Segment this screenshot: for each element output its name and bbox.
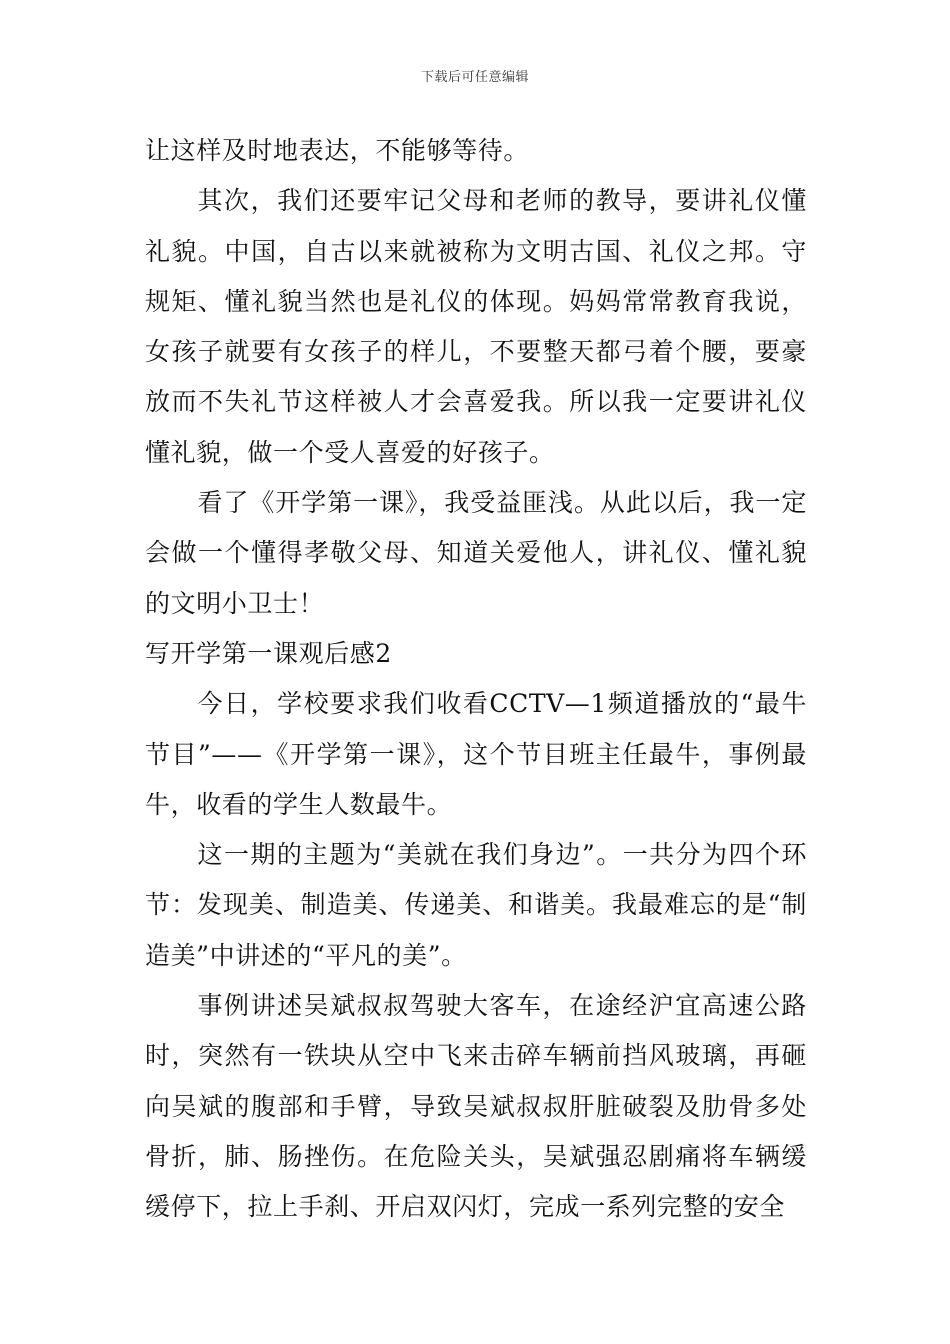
paragraph-6: 事例讲述吴斌叔叔驾驶大客车，在途经沪宜高速公路时，突然有一铁块从空中飞来击碎车辆前挡风玻璃，再砸向吴斌的腹部和手臂，导致吴斌叔叔肝脏破裂及肋骨多处骨折，肺、肠挫伤。在危险关头，吴斌强忍剧痛将车辆缓缓停下，拉上手刹、开启双闪灯，完成一系列完整的安全	[145, 991, 807, 1222]
paragraph-2: 其次，我们还要牢记父母和老师的教导，要讲礼仪懂礼貌。中国，自古以来就被称为文明古国、礼仪之邦。守规矩、懂礼貌当然也是礼仪的体现。妈妈常常教育我说，女孩子就要有女孩子的样儿，不要整天都弓着个腰，要豪放而不失礼节这样被人才会喜爱我。所以我一定要讲礼仪懂礼貌，做一个受人喜爱的好孩子。	[145, 186, 807, 467]
paragraph-4: 今日，学校要求我们收看CCTV—1频道播放的“最牛节目”——《开学第一课》，这个节目班主任最牛，事例最牛，收看的学生人数最牛。	[145, 689, 807, 819]
paragraph-5: 这一期的主题为“美就在我们身边”。一共分为四个环节：发现美、制造美、传递美、和谐美。我最难忘的是“制造美”中讲述的“平凡的美”。	[145, 840, 807, 970]
page-header: 下载后可任意编辑	[420, 70, 529, 85]
paragraph-3: 看了《开学第一课》，我受益匪浅。从此以后，我一定会做一个懂得孝敬父母、知道关爱他人，讲礼仪、懂礼貌的文明小卫士！	[145, 488, 807, 618]
paragraph-1: 让这样及时地表达，不能够等待。	[145, 136, 530, 165]
section-heading: 写开学第一课观后感2	[145, 638, 392, 668]
document-body	[145, 126, 807, 1233]
